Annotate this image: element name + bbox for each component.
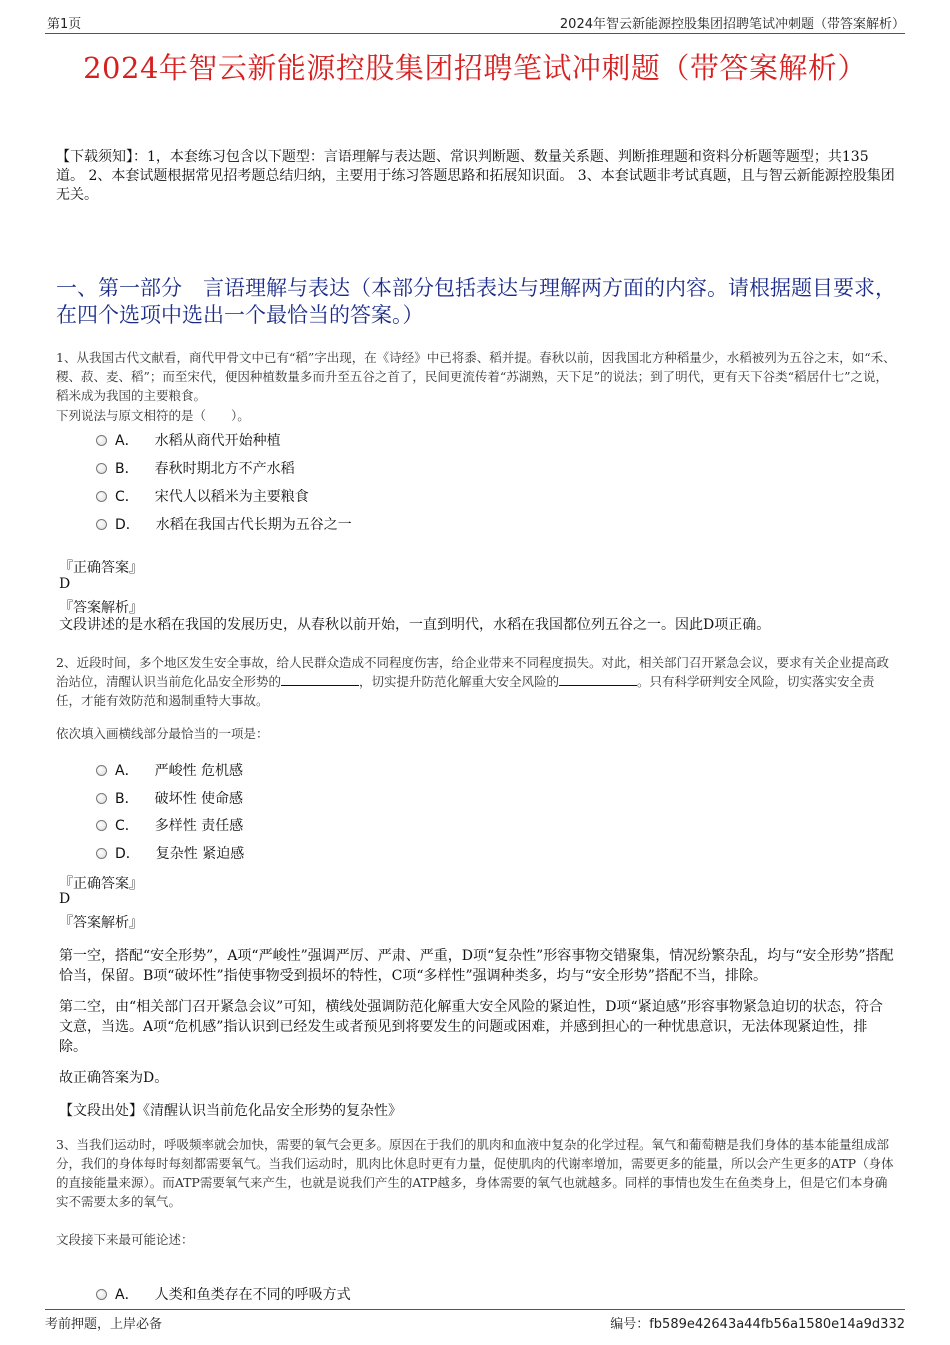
radio-icon[interactable]: [96, 435, 107, 446]
section-heading: 一、第一部分 言语理解与表达（本部分包括表达与理解两方面的内容。请根据题目要求，在四个选项中选出一个最恰当的答案。）: [56, 276, 896, 327]
document-id: 编号：fb589e42643a44fb56a1580e14a9d332: [610, 1317, 905, 1332]
question-2-analysis-first-blank: 第一空，搭配“安全形势”，A项“严峻性”强调严厉、严肃、严重，D项“复杂性”形容事物交错聚集，情况纷繁杂乱，均与“安全形势”搭配恰当，保留。B项“破坏性”指使事物受到损坏的特性，C项“多样性”强调种类多，均与“安全形势”搭配不当，排除。: [59, 948, 894, 984]
footer-slogan: 考前押题，上岸必备: [45, 1317, 163, 1332]
radio-icon[interactable]: [96, 765, 107, 776]
question-1-text: 1、从我国古代文献看，商代甲骨文中已有“稻”字出现，在《诗经》中已将黍、稻并提。春秋以前，因我国北方种稻量少，水稻被列为五谷之末，如“禾、稷、菽、麦、稻”；而至宋代，便因种植数量多而升至五谷之首了，民间更流传着“苏湖熟，天下足”的说法；到了明代，更有天下谷类“稻居什七”之说，稻米成为我国的主要粮食。: [56, 350, 896, 403]
question-1-option-a[interactable]: A． 水稻从商代开始种植: [96, 430, 281, 450]
fill-blank-1: [281, 673, 359, 686]
radio-icon[interactable]: [96, 491, 107, 502]
radio-icon[interactable]: [96, 1289, 107, 1300]
header-divider: [45, 33, 905, 34]
radio-icon[interactable]: [96, 820, 107, 831]
radio-icon[interactable]: [96, 848, 107, 859]
question-2-option-a[interactable]: A． 严峻性 危机感: [96, 760, 243, 780]
radio-icon[interactable]: [96, 519, 107, 530]
question-3-text: 3、当我们运动时，呼吸频率就会加快，需要的氧气会更多。原因在于我们的肌肉和血液中复杂的化学过程。氧气和葡萄糖是我们身体的基本能量组成部分，我们的身体每时每刻都需要氧气。当我们运动时，肌肉比休息时更有力量，促使肌肉的代谢率增加，需要更多的能量，所以会产生更多的ATP（身体的直接能量来源）。而ATP需要氧气来产生，也就是说我们产生的ATP越多，身体需要的氧气也就越多。同样的事情也发生在鱼类身上，但是它们本身确实不需要太多的氧气。: [56, 1137, 894, 1209]
radio-icon[interactable]: [96, 793, 107, 804]
question-2-conclusion: 故正确答案为D。: [59, 1070, 169, 1086]
question-2-answer: D: [59, 891, 71, 907]
question-2-option-c[interactable]: C． 多样性 责任感: [96, 815, 243, 835]
header-doc-title: 2024年智云新能源控股集团招聘笔试冲刺题（带答案解析）: [559, 17, 905, 32]
radio-icon[interactable]: [96, 463, 107, 474]
question-3-option-a[interactable]: A． 人类和鱼类存在不同的呼吸方式: [96, 1284, 351, 1304]
question-2-source: 【文段出处】《清醒认识当前危化品安全形势的复杂性》: [59, 1103, 402, 1119]
question-1-option-d[interactable]: D． 水稻在我国古代长期为五谷之一: [96, 514, 352, 534]
download-notice: 【下载须知】：1，本套练习包含以下题型：言语理解与表达题、常识判断题、数量关系题、判断推理题和资料分析题等题型；共135道。 2、本套试题根据常见招考题总结归纳，主要用于练习答题思路和拓展知识面。 3、本套试题非考试真题，且与智云新能源控股集团无关。: [56, 149, 895, 203]
question-2-analysis-second-blank: 第二空，由“相关部门召开紧急会议”可知，横线处强调防范化解重大安全风险的紧迫性，D项“紧迫感”形容事物紧急迫切的状态，符合文意，当选。A项“危机感”指认识到已经发生或者预见到将要发生的问题或困难，并感到担心的一种忧患意识，无法体现紧迫性，排除。: [59, 999, 883, 1055]
question-2-analysis-label: 『答案解析』: [59, 915, 143, 931]
question-1-option-b[interactable]: B． 春秋时期北方不产水稻: [96, 458, 295, 478]
fill-blank-2: [559, 673, 637, 686]
question-1-analysis: 文段讲述的是水稻在我国的发展历史，从春秋以前开始，一直到明代，水稻在我国都位列五谷之一。因此D项正确。: [59, 617, 771, 633]
question-1-prompt: 下列说法与原文相符的是（ ）。: [56, 408, 250, 423]
question-1-analysis-label: 『答案解析』: [59, 600, 143, 616]
question-2-text: 2、近段时间，多个地区发生安全事故，给人民群众造成不同程度伤害，给企业带来不同程度损失。对此，相关部门召开紧急会议，要求有关企业提高政治站位，清醒认识当前危化品安全形势的 ，切实提升防范化解重大安全风险的 。只有科学研判安全风险，切实落实安全责任，才能有效防范和遏制重特大事故。: [56, 655, 889, 708]
question-2-option-d[interactable]: D． 复杂性 紧迫感: [96, 843, 244, 863]
question-1-answer: D: [59, 576, 71, 592]
page-title: 2024年智云新能源控股集团招聘笔试冲刺题（带答案解析）: [83, 51, 867, 85]
question-2-answer-label: 『正确答案』: [59, 876, 143, 892]
question-1-answer-label: 『正确答案』: [59, 560, 143, 576]
question-2-prompt: 依次填入画横线部分最恰当的一项是：: [56, 726, 269, 741]
question-1-option-c[interactable]: C． 宋代人以稻米为主要粮食: [96, 486, 309, 506]
page-number: 第1页: [47, 17, 82, 32]
question-3-prompt: 文段接下来最可能论述：: [56, 1232, 194, 1247]
question-2-option-b[interactable]: B． 破坏性 使命感: [96, 788, 243, 808]
footer-divider: [45, 1309, 905, 1310]
